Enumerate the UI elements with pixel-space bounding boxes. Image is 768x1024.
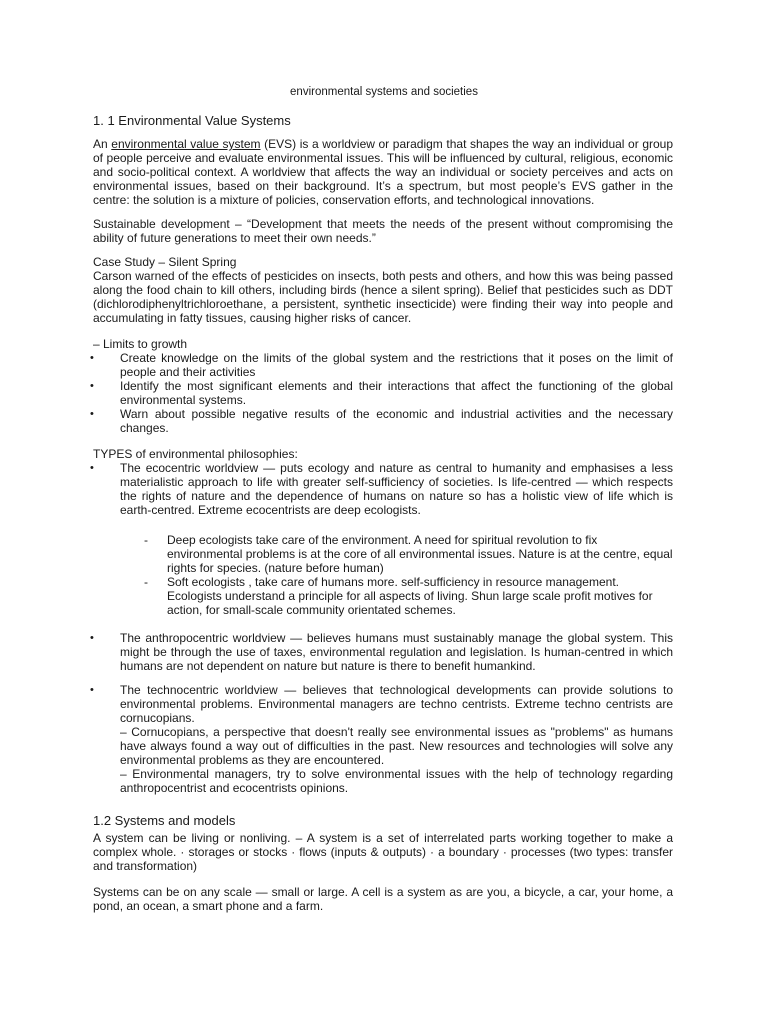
technocentric-item [93, 683, 673, 795]
ecocentric-item [93, 461, 673, 617]
case-study-body: Carson warned of the effects of pesticides on insects, both pests and others, and how this was being passed along the food chain to kill others, including birds (hence a silent spring). Belief that pesticides such as DDT (dichlorodiphenyltrichloroethane, a persistent, synthetic insecticide) were finding their way into people and accumulating in fatty tissues, causing higher risks of cancer. [93, 269, 673, 325]
types-title: TYPES of environmental philosophies: [93, 447, 298, 461]
list-item: - Deep ecologists take care of the environment. A need for spiritual revolution to fix environmental problems is at the core of all environmental issues. Nature is at the centre, equal rights for species. (nature before human) [167, 533, 673, 575]
systems-paragraph-1: A system can be living or nonliving. – A system is a set of interrelated parts working together to make a complex whole. · storages or stocks · flows (inputs & outputs) · a boundary · processes (two types: transfer and transformation) [93, 831, 673, 873]
cornucopians-text: – Cornucopians, a perspective that doesn't really see environmental issues as "problems" as humans have always found a way out of difficulties in the past. New resources and technologies will solve any environmental problems as they are encountered. [120, 725, 673, 767]
environmental-managers-text: – Environmental managers, try to solve environmental issues with the help of technology regarding anthropocentrist and ecocentrists opinions. [120, 767, 673, 795]
anthropocentric-item: • The anthropocentric worldview — believes humans must sustainably manage the global system. This might be through the use of taxes, environmental regulation and legislation. Is human-centred in which humans are not dependent on nature but nature is there to benefit humankind. [93, 631, 673, 673]
philosophies-list-3 [93, 683, 673, 795]
evs-intro-lead: An [93, 137, 112, 151]
section-heading-systems: 1.2 Systems and models [93, 813, 236, 828]
list-item: • Identify the most significant elements and their interactions that affect the functioning of the global environmental systems. [93, 379, 673, 407]
evs-intro-rest: (EVS) is a worldview or paradigm that shapes the way an individual or group of people perceive and evaluate environmental issues. This will be influenced by cultural, religious, economic and socio-political context. A worldview that affects the way an individual or society perceives and acts on environmental issues, based on their background. It’s a spectrum, but most people’s EVS gather in the centre: the solution is a mixture of policies, conservation efforts, and technological innovations. [93, 137, 674, 207]
systems-paragraph-2: Systems can be on any scale — small or large. A cell is a system as are you, a bicycle, a car, your home, a pond, an ocean, a smart phone and a farm. [93, 885, 673, 913]
section-heading-evs: 1. 1 Environmental Value Systems [93, 113, 291, 128]
list-item: • Warn about possible negative results of the economic and industrial activities and the necessary changes. [93, 407, 673, 435]
case-study-title: Case Study – Silent Spring [93, 255, 237, 269]
limits-list [93, 351, 673, 435]
limits-title: – Limits to growth [93, 337, 188, 351]
list-item: - Soft ecologists , take care of humans more. self-sufficiency in resource management. Ecologists understand a principle for all aspects of living. Shun large scale profit motives for action, for small-scale community orientated schemes. [167, 575, 673, 617]
ecocentric-sub-list [120, 533, 673, 617]
list-item: • Create knowledge on the limits of the global system and the restrictions that it poses on the limit of people and their activities [93, 351, 673, 379]
philosophies-list [93, 461, 673, 617]
document-body [93, 113, 673, 913]
evs-intro-paragraph [93, 137, 673, 207]
evs-term-link[interactable]: environmental value system [111, 137, 261, 151]
sustainable-development-paragraph: Sustainable development – “Development that meets the needs of the present without compromising the ability of future generations to meet their own needs.” [93, 217, 673, 245]
technocentric-text: • The technocentric worldview — believes that technological developments can provide solutions to environmental problems. Environmental managers are techno centrists. Extreme techno centrists are cornucopians. [120, 683, 673, 725]
page-title: environmental systems and societies [290, 86, 478, 98]
philosophies-list-2 [93, 631, 673, 673]
ecocentric-text: The ecocentric worldview — puts ecology and nature as central to humanity and emphasises a less materialistic approach to life with greater self-sufficiency of societies. Is life-centred — which respects the rights of nature and the dependence of humans on nature so has a holistic view of life which is earth-centred. Extreme ecocentrists are deep ecologists. [120, 461, 673, 517]
